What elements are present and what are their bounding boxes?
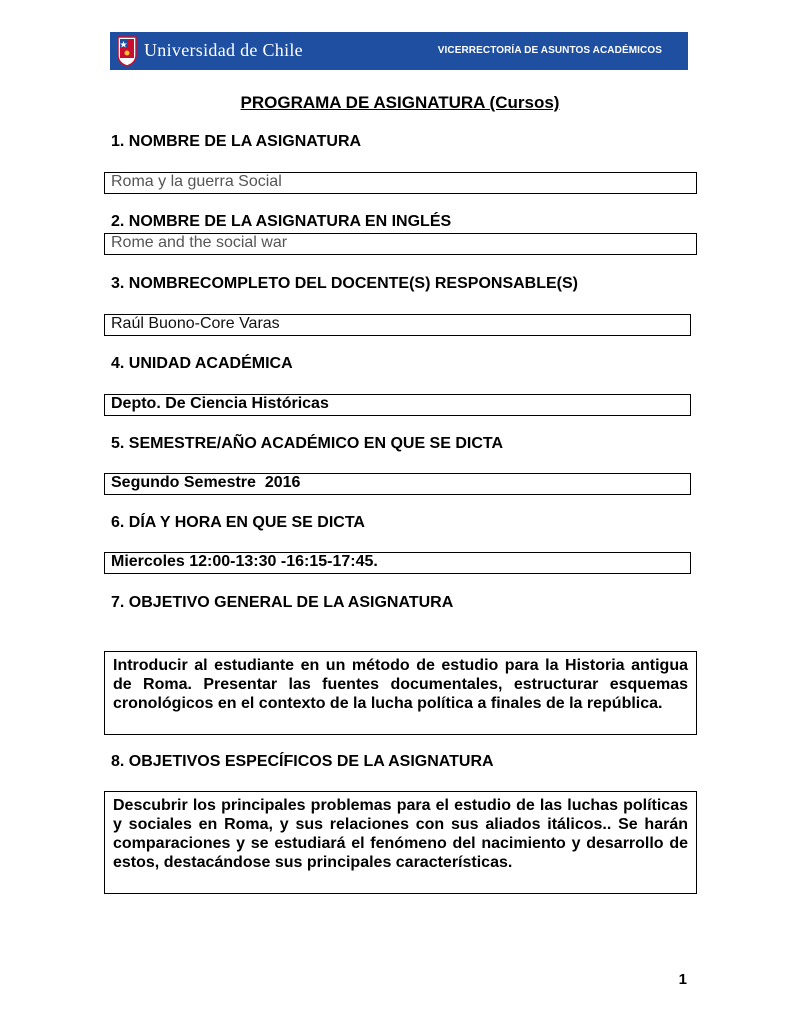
page-number: 1 xyxy=(678,971,687,988)
specific-objectives-field: Descubrir los principales problemas para el estudio de las luchas políticas y sociales en Roma, y sus relaciones con sus aliados itálicos.. Se harán comparaciones y se estudiará el fenómeno del nacimiento y desarrollo de estos, destacándose sus principales características. xyxy=(104,791,697,894)
course-name-english-field: Rome and the social war xyxy=(104,233,697,255)
university-crest-icon xyxy=(116,35,138,67)
schedule-field: Miercoles 12:00-13:30 -16:15-17:45. xyxy=(104,552,691,574)
header-banner xyxy=(110,32,688,70)
teacher-name-field: Raúl Buono-Core Varas xyxy=(104,314,691,336)
section-heading-7: 7. OBJETIVO GENERAL DE LA ASIGNATURA xyxy=(111,594,454,611)
academic-unit-field: Depto. De Ciencia Históricas xyxy=(104,394,691,416)
section-heading-5: 5. SEMESTRE/AÑO ACADÉMICO EN QUE SE DICTA xyxy=(111,435,504,452)
semester-field: Segundo Semestre 2016 xyxy=(104,473,691,495)
section-heading-2: 2. NOMBRE DE LA ASIGNATURA EN INGLÉS xyxy=(111,213,452,230)
section-heading-1: 1. NOMBRE DE LA ASIGNATURA xyxy=(111,133,362,150)
section-heading-4: 4. UNIDAD ACADÉMICA xyxy=(111,355,293,372)
general-objective-field: Introducir al estudiante en un método de estudio para la Historia antigua de Roma. Presentar las fuentes documentales, estructurar esquemas cronológicos en el contexto de la lucha política a finales de la república. xyxy=(104,651,697,735)
university-name: Universidad de Chile xyxy=(144,40,303,60)
document-title: PROGRAMA DE ASIGNATURA (Cursos) xyxy=(240,93,560,112)
vice-rectory-label: VICERRECTORÍA DE ASUNTOS ACADÉMICOS xyxy=(437,45,662,56)
course-name-field: Roma y la guerra Social xyxy=(104,172,697,194)
section-heading-8: 8. OBJETIVOS ESPECÍFICOS DE LA ASIGNATURA xyxy=(111,753,494,770)
section-heading-3: 3. NOMBRECOMPLETO DEL DOCENTE(S) RESPONSABLE(S) xyxy=(111,275,578,292)
section-heading-6: 6. DÍA Y HORA EN QUE SE DICTA xyxy=(111,514,365,531)
